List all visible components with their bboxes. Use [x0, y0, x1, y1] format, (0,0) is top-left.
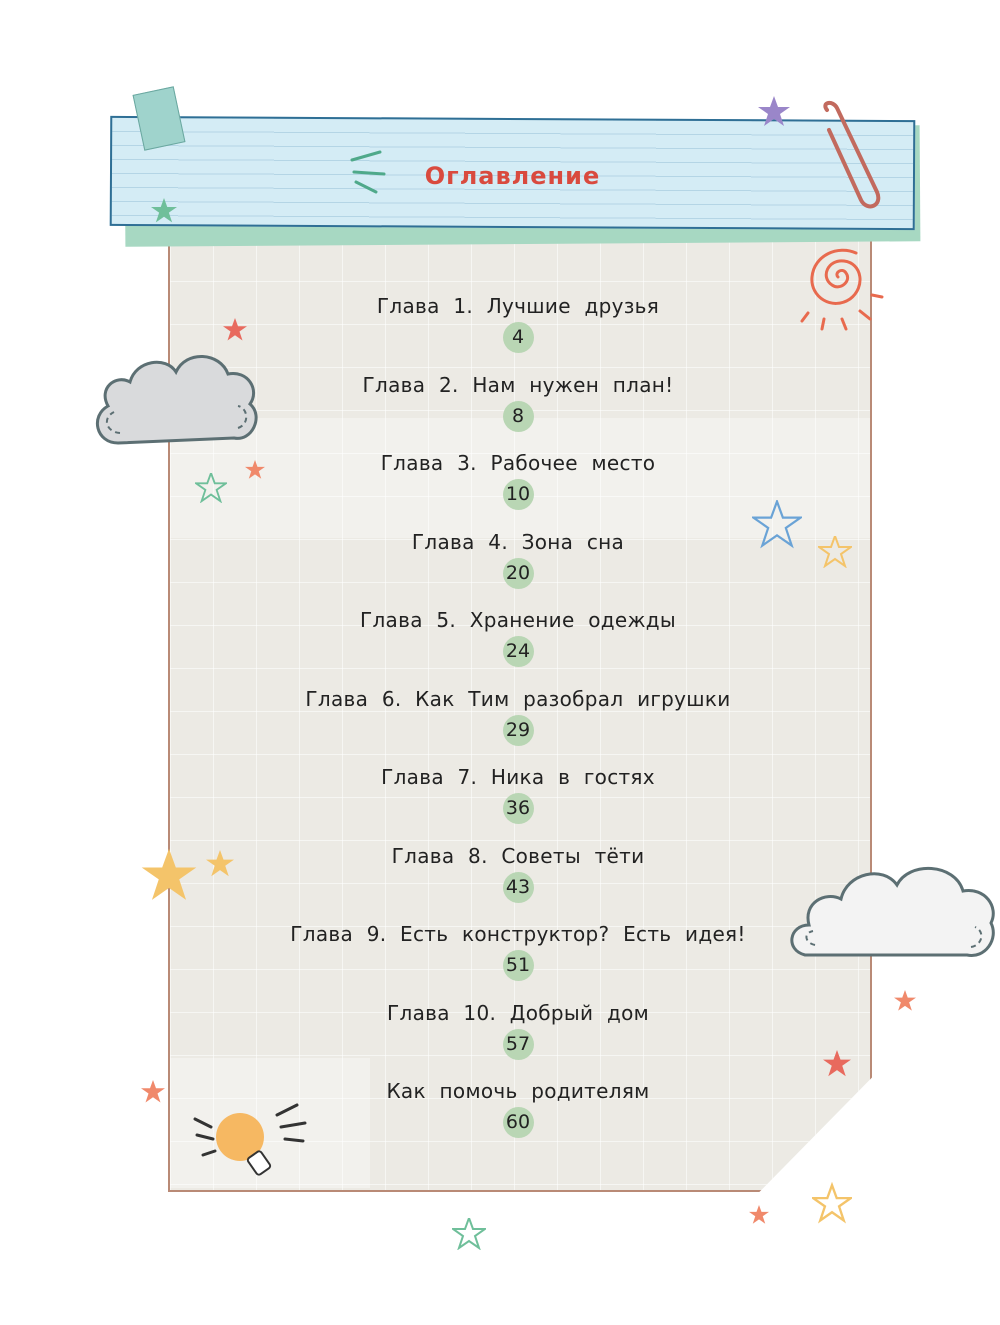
star-icon: [812, 1182, 852, 1226]
star-icon: [893, 990, 917, 1012]
star-icon: [757, 96, 791, 128]
toc-entry-title: Глава 8. Советы тёти: [391, 843, 645, 868]
toc-entry-title: Глава 4. Зона сна: [411, 529, 625, 554]
page-number-badge: 36: [503, 793, 534, 824]
toc-entry-title: Глава 2. Нам нужен план!: [362, 372, 674, 397]
toc-entry[interactable]: [168, 369, 868, 448]
toc-entry[interactable]: [168, 526, 868, 605]
toc-entry[interactable]: [168, 761, 868, 840]
page-number-badge: 29: [503, 715, 534, 746]
toc-entry-title: Глава 6. Как Тим разобрал игрушки: [305, 686, 731, 711]
table-of-contents: [168, 290, 868, 1154]
toc-entry-title: Глава 9. Есть конструктор? Есть идея!: [290, 922, 746, 946]
toc-entry[interactable]: [168, 997, 868, 1076]
page-title: Оглавление: [424, 162, 601, 190]
toc-entry[interactable]: [168, 290, 868, 369]
toc-entry[interactable]: [168, 840, 868, 919]
star-icon: [140, 1080, 166, 1104]
toc-entry[interactable]: [168, 447, 868, 526]
page-number-badge: 57: [503, 1029, 534, 1060]
star-icon: [452, 1218, 486, 1250]
star-icon: [748, 1205, 770, 1225]
page-number-badge: 4: [503, 322, 534, 353]
page-number-badge: 20: [503, 558, 534, 589]
toc-entry-title: Глава 3. Рабочее место: [380, 451, 656, 475]
toc-entry-title: Глава 5. Хранение одежды: [359, 608, 677, 632]
page-number-badge: 51: [503, 950, 534, 981]
toc-entry-title: Как помочь родителям: [386, 1079, 650, 1103]
page-number-badge: 10: [503, 479, 534, 510]
toc-entry-title: Глава 10. Добрый дом: [387, 1000, 649, 1025]
star-icon: [150, 198, 178, 224]
page-number-badge: 43: [503, 872, 534, 903]
toc-entry-title: Глава 7. Ника в гостях: [381, 765, 655, 789]
toc-entry[interactable]: [168, 604, 868, 683]
page-number-badge: 60: [503, 1107, 534, 1138]
toc-entry-title: Глава 1. Лучшие друзья: [376, 294, 660, 318]
page-number-badge: 24: [503, 636, 534, 667]
paperclip-icon: [815, 100, 895, 220]
toc-entry[interactable]: [168, 918, 868, 997]
toc-entry[interactable]: [168, 683, 868, 762]
page-number-badge: 8: [503, 401, 534, 432]
toc-entry[interactable]: [168, 1075, 868, 1154]
